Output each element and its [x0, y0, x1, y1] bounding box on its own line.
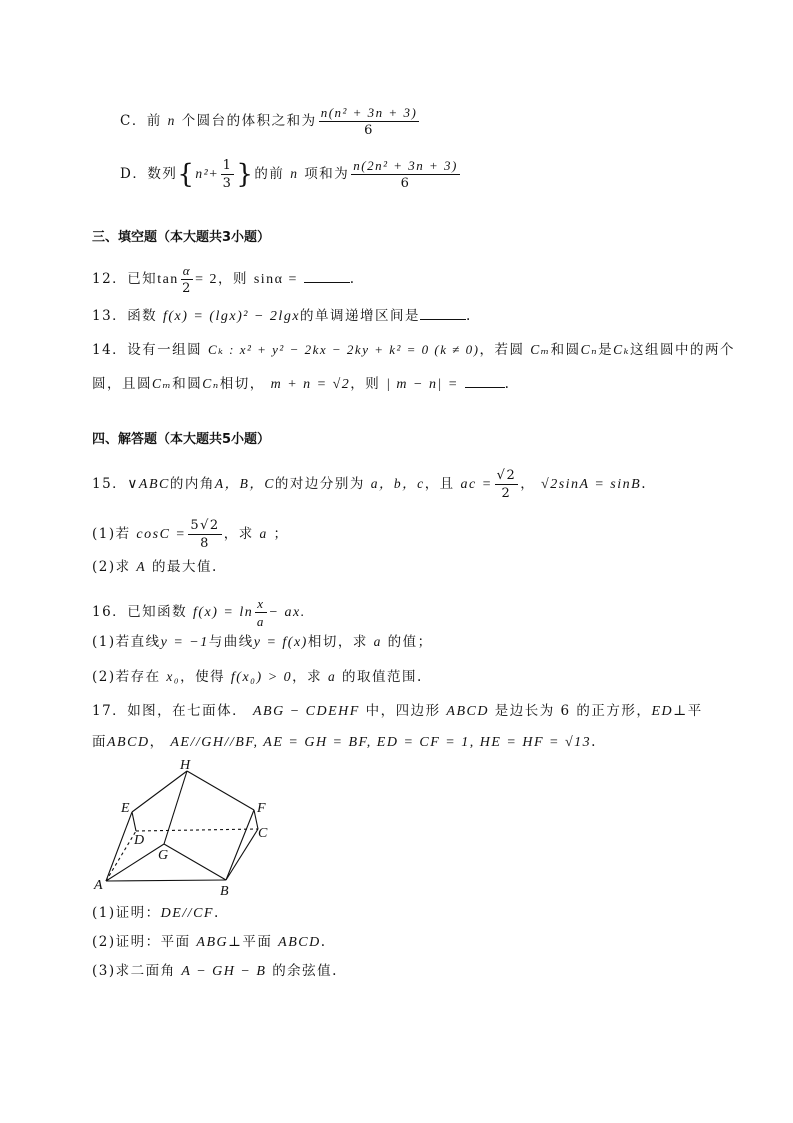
label-f: F [257, 801, 266, 816]
q14-line2-cn: Cₙ [202, 376, 220, 391]
q14-line2-mid: 相切， [219, 376, 265, 392]
q17-p3-expr: A − GH − B [181, 964, 267, 979]
q16-p1-line: y = −1 [160, 635, 209, 650]
question-14-line-2 [92, 374, 510, 395]
option-d-text-after: 项和为 [304, 166, 350, 182]
option-d-var: n [290, 166, 299, 181]
q17-line2-b: ， [149, 734, 165, 750]
q17-solid: ABG − CDEHF [252, 704, 360, 719]
q17-conditions: AE//GH//BF, AE = GH = BF, ED = CF = 1, HE = HF = √13 [170, 735, 592, 750]
q12-end: . [349, 271, 356, 287]
label-d: D [134, 833, 145, 848]
q15-condition: √2sinA = sinB [541, 477, 642, 492]
q16-p2-var: a [327, 669, 337, 684]
option-c [120, 104, 421, 139]
edge-hf [187, 771, 254, 810]
label-b: B [220, 884, 229, 899]
q16-fraction [255, 595, 266, 630]
hidden-edge-ad [106, 831, 136, 881]
q16-p1-end: 的值； [387, 634, 433, 650]
edge-cb [226, 829, 258, 880]
q17-p1-expr: DE//CF [160, 906, 214, 921]
question-16 [92, 595, 306, 630]
q15-p1-var: a [259, 526, 268, 541]
option-d-text-mid: 的前 [254, 166, 285, 182]
q14-text-mid: ，若圆 [479, 342, 525, 358]
q16-p2-mid: ，使得 [180, 669, 226, 685]
q16-p1-label: (1)若直线 [92, 634, 161, 650]
option-d-seq-plus: + [209, 167, 219, 182]
section-4-title: 四、解答题（本大题共5小题） [92, 432, 271, 447]
heptahedron-figure [88, 755, 288, 900]
edge-fb [226, 810, 254, 880]
q17-line2-a: 面 [92, 734, 107, 750]
q16-frac-num: x [257, 596, 265, 611]
label-h: H [180, 758, 191, 773]
q15-text2: 的对边分别为 [274, 476, 365, 492]
q17-p2-expr2: ABCD [278, 935, 321, 950]
question-15-part-1 [92, 517, 289, 552]
option-c-label: C． [120, 113, 147, 129]
option-d-seq-fraction [221, 157, 235, 192]
q15-p1-den: 8 [200, 536, 210, 551]
section-3-title: 三、填空题（本大题共3小题） [92, 230, 271, 245]
question-17-part-3 [92, 961, 338, 982]
q14-answer-blank[interactable] [465, 374, 505, 388]
q13-text: 函数 [127, 308, 158, 324]
q15-number: 15． [92, 476, 128, 492]
q17-text-a: 如图，在七面体． [127, 703, 248, 719]
option-c-fraction [319, 104, 420, 139]
q15-p2-label: (2)求 [92, 559, 131, 575]
q12-number: 12． [92, 271, 128, 287]
q12-answer-blank[interactable] [304, 269, 350, 283]
option-d-fraction [351, 157, 460, 192]
q17-p2-mid: ⊥平面 [228, 934, 273, 950]
q17-p2-expr1: ABG [196, 935, 229, 950]
q16-frac-den: a [256, 614, 265, 629]
edge-ea [106, 812, 132, 881]
q14-line2-cm: Cₘ [152, 376, 173, 391]
q15-end: . [641, 476, 647, 492]
q17-text-c: 是边长为 6 的正方形， [494, 703, 652, 719]
edge-hg [164, 771, 187, 844]
q12-fraction [181, 262, 193, 297]
q16-p1-var: a [373, 634, 382, 649]
q15-angles: A，B，C [214, 476, 275, 491]
question-14 [92, 340, 735, 360]
q17-perp: ED⊥ [651, 704, 688, 719]
q13-text-after: 的单调递增区间是 [300, 308, 421, 324]
option-d-seq-base: n² [195, 166, 210, 181]
label-g: G [158, 848, 169, 863]
q17-text-b: 中，四边形 [365, 703, 441, 719]
question-16-part-1 [92, 632, 433, 653]
q15-ac: ac = [460, 477, 493, 492]
option-d [120, 157, 462, 192]
q14-line2-text: 圆，且圆 [92, 376, 152, 392]
edge-gb [164, 844, 226, 880]
question-15-part-2 [92, 557, 218, 577]
question-15: 15．∨ABC的内角A，B，C的对边分别为 a，b，c，且 ac = $\frac{√2}{2}$ ， √2sinA = sinB. [92, 468, 647, 501]
option-c-frac-den: 6 [364, 123, 374, 138]
option-d-frac-den: 6 [400, 176, 411, 191]
q14-cn: Cₙ [580, 342, 599, 357]
q15-triangle: ∨ABC [127, 477, 170, 492]
q14-text-end: 这组圆中的两个 [630, 342, 735, 358]
option-d-label: D． [120, 166, 148, 182]
left-brace: { [177, 159, 196, 190]
q15-ac-fraction [495, 467, 519, 502]
q16-p1-curve: y = f(x) [253, 635, 308, 650]
q16-number: 16． [92, 604, 128, 620]
q15-ac-den: 2 [501, 486, 512, 501]
q13-end: . [466, 308, 472, 324]
q14-line2-after: ，则 [350, 376, 381, 392]
q12-eq-value: = 2 [195, 272, 219, 287]
q16-p2-ask: ，求 [292, 669, 323, 685]
q16-func: f(x) = ln [192, 605, 254, 620]
q17-text-d: 平 [687, 703, 703, 719]
option-c-text-after: 个圆台的体积之和为 [181, 113, 317, 129]
option-d-frac-num: n(2n² + 3n + 3) [353, 158, 458, 173]
q15-p1-label: (1)若 [92, 526, 131, 542]
q17-square: ABCD [446, 704, 489, 719]
q12-expr: sinα = [253, 272, 298, 287]
edge-eh [132, 771, 187, 812]
q14-end: . [504, 376, 511, 392]
q17-line2-end: . [591, 734, 597, 750]
q16-p1-ask: 相切，求 [307, 634, 368, 650]
label-c: C [258, 826, 268, 841]
question-17-part-1 [92, 903, 220, 924]
label-a: A [94, 878, 103, 893]
q14-number: 14． [92, 342, 128, 358]
edge-ed [132, 812, 136, 831]
q13-answer-blank[interactable] [420, 306, 466, 320]
q15-p2-var: A [136, 559, 147, 574]
option-c-var: n [167, 113, 176, 128]
option-c-frac-num: n(n² + 3n + 3) [320, 105, 418, 120]
q13-number: 13． [92, 308, 128, 324]
q14-cm: Cₘ [530, 342, 551, 357]
q12-frac-den: 2 [182, 281, 192, 296]
q15-p2-text: 的最大值. [151, 559, 218, 575]
q16-p1-mid: 与曲线 [208, 634, 254, 650]
q14-and: 和圆 [550, 342, 581, 358]
q15-text3: ，且 [424, 476, 455, 492]
q12-frac-num: α [182, 263, 192, 278]
q14-text: 设有一组圆 [127, 342, 203, 358]
option-d-text: 数列 [147, 166, 178, 182]
q15-p1-fraction [188, 517, 221, 552]
q14-line2-and: 和圆 [172, 376, 203, 392]
q17-p3-label: (3)求二面角 [92, 963, 176, 979]
option-d-seq-num: 1 [222, 158, 233, 173]
q14-ask: | m − n| = [386, 377, 459, 392]
q17-number: 17． [92, 703, 128, 719]
q14-text-after: 是 [598, 342, 614, 358]
question-17-part-2 [92, 932, 327, 953]
edge-ag [106, 844, 164, 881]
q15-ac-num: √2 [496, 468, 517, 483]
q12-tan: tan [157, 272, 179, 287]
q17-p3-end: 的余弦值. [272, 963, 338, 979]
q14-condition: m + n = √2 [270, 377, 351, 392]
q15-p1-ask: ，求 [223, 526, 254, 542]
q17-plane: ABCD [107, 735, 150, 750]
q14-circle-equation: Cₖ : x² + y² − 2kx − 2ky + k² = 0 (k ≠ 0) [207, 342, 480, 357]
question-17-line-2 [92, 732, 597, 753]
option-d-seq-den: 3 [222, 176, 233, 191]
q14-ck: Cₖ [613, 342, 630, 357]
q17-p1-end: . [213, 905, 220, 921]
q16-p2-label: (2)若存在 [92, 669, 161, 685]
right-brace: } [236, 159, 255, 190]
q17-p2-label: (2)证明：平面 [92, 934, 191, 950]
question-17 [92, 701, 703, 722]
q16-text: 已知函数 [127, 604, 188, 620]
q16-p2-cond: f(x₀) > 0 [230, 670, 293, 685]
q17-p2-end: . [320, 934, 327, 950]
question-13 [92, 306, 472, 327]
q15-p1-expr: cosC = [136, 527, 187, 542]
q15-p1-num: 5√2 [190, 518, 220, 533]
q15-p1-end: ； [273, 526, 289, 542]
option-c-text: 前 [146, 113, 162, 129]
q16-p2-end: 的取值范围. [342, 669, 423, 685]
q15-text1: 的内角 [169, 476, 215, 492]
question-12 [92, 262, 356, 297]
q16-func-tail: − ax. [268, 605, 306, 620]
q12-text-mid: ，则 [218, 271, 249, 287]
hidden-edge-dc [136, 829, 258, 831]
q13-expr: f(x) = (lgx)² − 2lgx [162, 309, 301, 324]
label-e: E [121, 801, 130, 816]
q12-text: 已知 [127, 271, 158, 287]
edge-ab [106, 880, 226, 881]
q16-p2-x0: x₀ [166, 669, 181, 684]
q15-sides: a，b，c [370, 476, 425, 491]
question-16-part-2 [92, 667, 423, 688]
q17-p1-label: (1)证明： [92, 905, 161, 921]
